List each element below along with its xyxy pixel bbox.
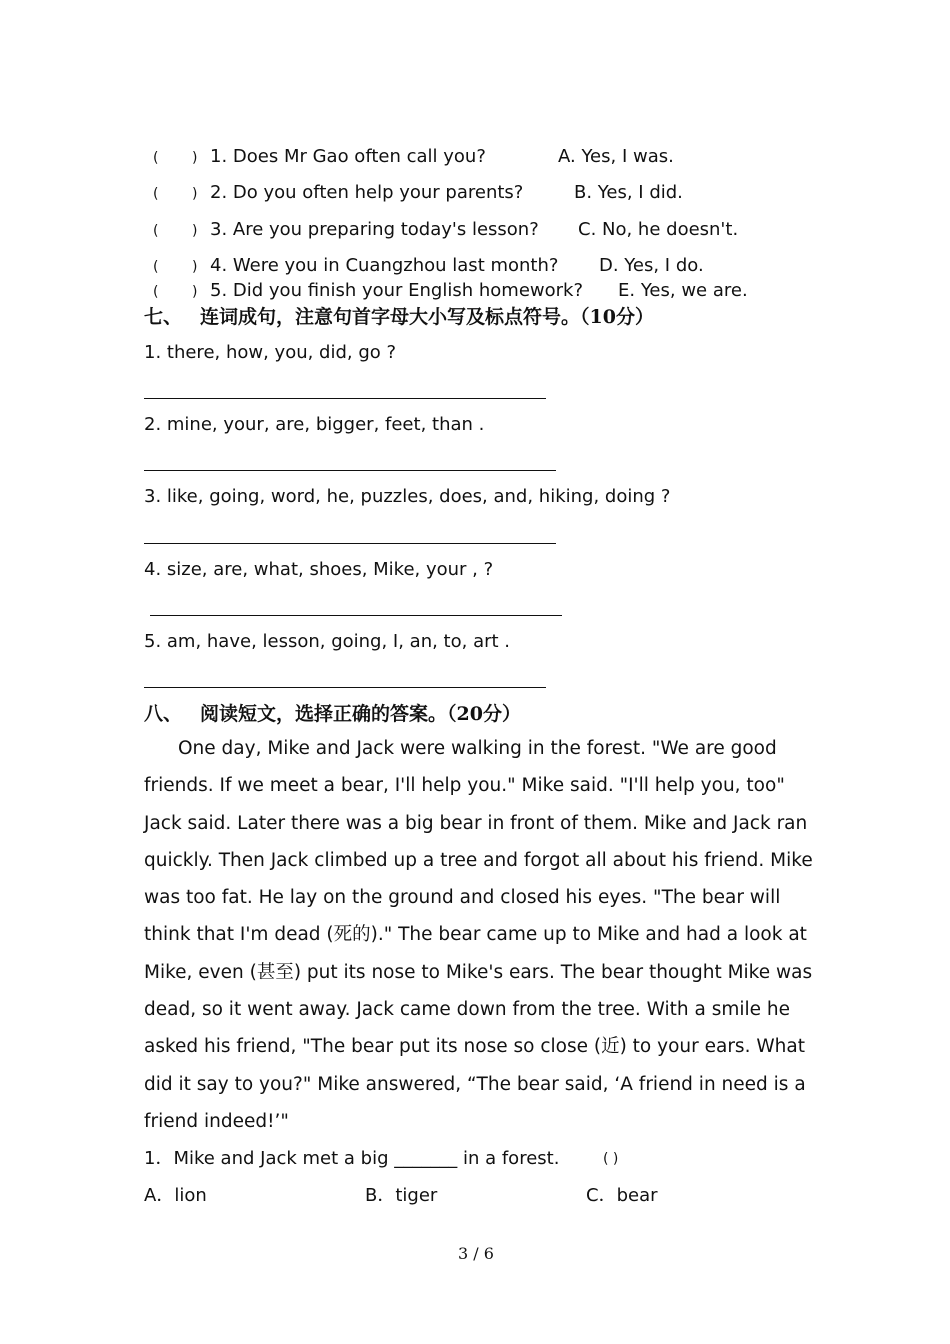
section-title: 阅读短文，选择正确的答案。（20分） [200, 703, 521, 725]
word-order-item-5: 5. am, have, lesson, going, I, an, to, art . [144, 631, 511, 652]
answer-paren-close: ) [192, 186, 198, 202]
matching-answer: E. Yes, we are. [618, 280, 748, 301]
page-number: 3 / 6 [458, 1244, 494, 1263]
word-order-item-4: 4. size, are, what, shoes, Mike, your , ? [144, 559, 494, 580]
matching-answer: A. Yes, I was. [558, 146, 674, 167]
answer-paren-open: ( [153, 284, 159, 300]
section-number: 七、 [144, 306, 183, 328]
option-b: B．tiger [365, 1185, 438, 1206]
matching-answer: D. Yes, I do. [599, 255, 704, 276]
section-title: 连词成句，注意句首字母大小写及标点符号。（10分） [200, 306, 654, 328]
matching-answer: C. No, he doesn't. [578, 219, 739, 240]
matching-question: 2. Do you often help your parents? [210, 182, 524, 203]
answer-paren-close: ) [192, 284, 198, 300]
answer-paren[interactable]: ( ) [603, 1151, 619, 1167]
passage-text: One day, Mike and Jack were walking in the forest. "We are good friends. If we meet a bear, I'll help you." Mike said. "I'll help you, too" Jack said. Later there was a big bear in front of them. Mike and Jack ran quickly. Then Jack climbed up a tree and forgot all about his friend. Mike was too fat. He lay on the ground and closed his eyes. "The bear will think that I'm dead (死的)." The bear came up to Mike and had a look at Mike, even (甚至) put its nose to Mike's ears. The bear thought Mike was dead, so it went away. Jack came down from the tree. With a smile he asked his friend, "The bear put its nose so close (近) to your ears. What did it say to you?" Mike answered, “The bear said, ‘A friend in need is a friend indeed!’" [144, 738, 813, 1132]
answer-line[interactable] [144, 470, 556, 471]
answer-paren-open: ( [153, 150, 159, 166]
matching-question: 3. Are you preparing today's lesson? [210, 219, 539, 240]
answer-line[interactable] [150, 615, 562, 616]
word-order-item-1: 1. there, how, you, did, go ? [144, 342, 397, 363]
option-a: A．lion [144, 1185, 207, 1206]
answer-line[interactable] [144, 543, 556, 544]
answer-paren-open: ( [153, 186, 159, 202]
answer-paren-close: ) [192, 259, 198, 275]
matching-question: 5. Did you finish your English homework? [210, 280, 584, 301]
section-number: 八、 [144, 703, 183, 725]
answer-line[interactable] [144, 398, 546, 399]
matching-question: 4. Were you in Cuangzhou last month? [210, 255, 559, 276]
answer-line[interactable] [144, 687, 546, 688]
reading-passage [144, 730, 814, 1140]
word-order-item-2: 2. mine, your, are, bigger, feet, than . [144, 414, 485, 435]
answer-paren-close: ) [192, 150, 198, 166]
answer-paren-open: ( [153, 223, 159, 239]
question-text: 1．Mike and Jack met a big _______ in a forest. [144, 1148, 560, 1169]
matching-question: 1. Does Mr Gao often call you? [210, 146, 486, 167]
option-c: C．bear [586, 1185, 658, 1206]
matching-answer: B. Yes, I did. [574, 182, 683, 203]
answer-paren-open: ( [153, 259, 159, 275]
answer-paren-close: ) [192, 223, 198, 239]
word-order-item-3: 3. like, going, word, he, puzzles, does, and, hiking, doing ? [144, 486, 671, 507]
